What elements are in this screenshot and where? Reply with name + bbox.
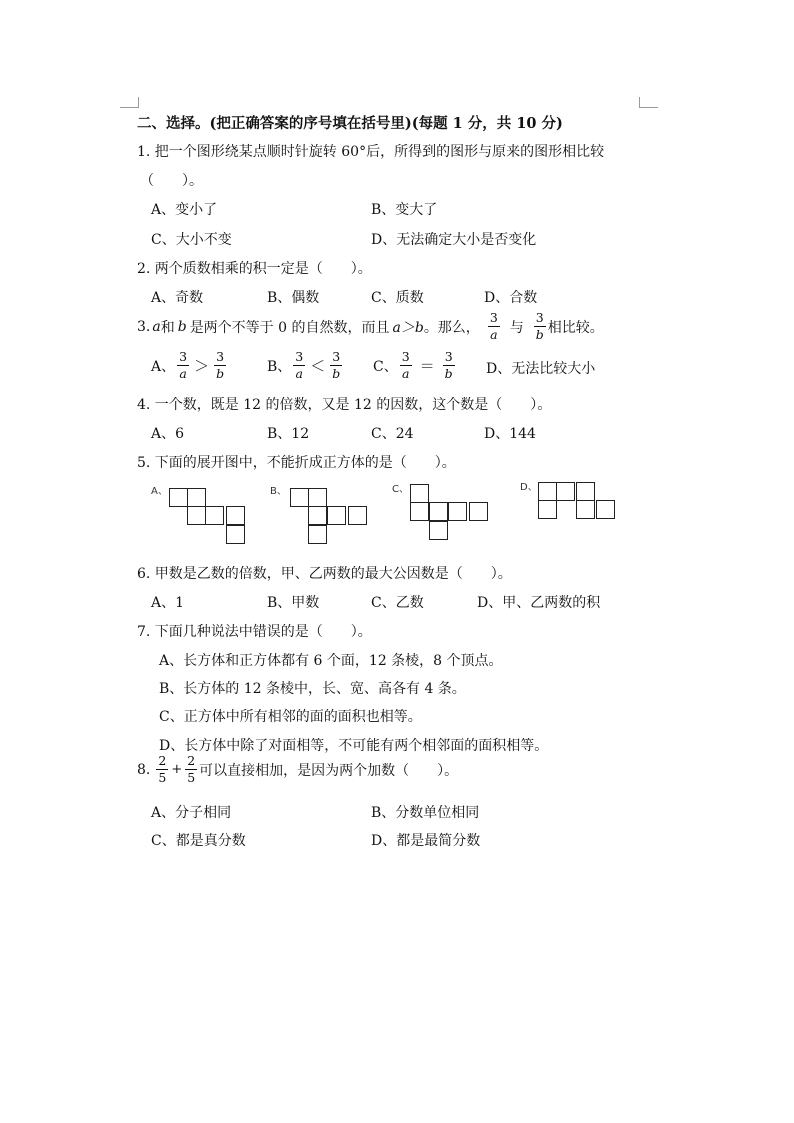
net-square <box>327 506 346 525</box>
question-3-option-b[interactable] <box>267 351 344 380</box>
question-7-option-d[interactable]: D、长方体中除了对面相等，不可能有两个相邻面的面积相等。 <box>159 738 549 754</box>
greater-than-sign: ＞ <box>194 357 210 375</box>
net-square <box>187 506 206 525</box>
net-square <box>576 482 595 501</box>
question-8-option-b[interactable]: B、分数单位相同 <box>371 805 480 821</box>
fraction-3-over-b: $\frac{3}{b}$ <box>535 310 544 342</box>
net-square <box>308 488 327 507</box>
question-3-option-c[interactable] <box>373 351 457 380</box>
net-square <box>348 506 367 525</box>
question-4-text: 4. 一个数，既是 12 的倍数，又是 12 的因数，这个数是（ ）。 <box>137 397 552 413</box>
question-1-option-d[interactable]: D、无法确定大小是否变化 <box>371 232 537 248</box>
page-corner-mark-right <box>639 97 658 108</box>
question-7-option-c[interactable]: C、正方体中所有相邻的面的面积也相等。 <box>159 709 422 725</box>
less-than-sign: ＜ <box>310 357 326 375</box>
equals-sign: ＝ <box>419 357 435 375</box>
net-square <box>469 502 488 521</box>
question-8-option-a[interactable]: A、分子相同 <box>151 805 232 821</box>
question-1-option-c[interactable]: C、大小不变 <box>151 232 232 248</box>
question-3-then: 。那么， <box>423 319 480 336</box>
question-1-option-a[interactable]: A、变小了 <box>151 202 218 218</box>
net-square <box>290 488 309 507</box>
net-square <box>226 506 245 525</box>
net-label-c: C、 <box>392 484 409 495</box>
question-3-prefix: 3. <box>137 318 151 335</box>
question-2-option-a[interactable]: A、奇数 <box>151 290 204 306</box>
question-6-option-b[interactable]: B、甲数 <box>267 595 320 611</box>
question-4-option-c[interactable]: C、24 <box>371 426 414 442</box>
question-1-text: 1. 把一个图形绕某点顺时针旋转 60°后，所得到的图形与原来的图形相比较 <box>137 144 605 160</box>
net-square <box>538 482 557 501</box>
option-label: C、 <box>373 358 398 375</box>
question-8-option-c[interactable]: C、都是真分数 <box>151 833 246 849</box>
question-3-mid: 是两个不等于 0 的自然数，而且 <box>189 319 390 336</box>
question-8-text <box>137 755 458 784</box>
net-square <box>187 488 206 507</box>
net-square <box>205 506 224 525</box>
section-title: 二、选择。(把正确答案的序号填在括号里)(每题 1 分，共 10 分) <box>137 115 563 132</box>
fraction-3-over-a: $\frac{3}{a}$ <box>295 349 304 381</box>
net-square <box>429 502 448 521</box>
question-8-rest: 可以直接相加，是因为两个加数（ ）。 <box>199 762 459 779</box>
net-label-a: A、 <box>151 486 168 497</box>
net-square <box>410 484 429 503</box>
fraction-3-over-a: $\frac{3}{a}$ <box>489 310 498 342</box>
net-label-b: B、 <box>270 486 287 497</box>
fraction-3-over-a: $\frac{3}{a}$ <box>401 349 410 381</box>
question-3-option-d[interactable]: D、无法比较大小 <box>486 361 596 377</box>
question-6-option-d[interactable]: D、甲、乙两数的积 <box>477 595 601 611</box>
question-8-prefix: 8. <box>137 761 151 778</box>
net-label-d: D、 <box>520 482 538 493</box>
question-6-option-c[interactable]: C、乙数 <box>371 595 424 611</box>
question-2-option-b[interactable]: B、偶数 <box>267 290 320 306</box>
fraction-3-over-b: $\frac{3}{b}$ <box>216 349 225 381</box>
net-square <box>556 482 575 501</box>
question-3-condition: a＞b <box>392 319 424 336</box>
question-1-blank: （ ）。 <box>140 173 203 189</box>
fraction-2-over-5: $\frac{2}{5}$ <box>187 753 196 785</box>
question-7-option-a[interactable]: A、长方体和正方体都有 6 个面，12 条棱，8 个顶点。 <box>159 653 503 669</box>
question-2-text: 2. 两个质数相乘的积一定是（ ）。 <box>137 261 372 277</box>
option-label: B、 <box>267 358 292 375</box>
net-square <box>576 500 595 519</box>
fraction-3-over-a: $\frac{3}{a}$ <box>179 349 188 381</box>
question-4-option-a[interactable]: A、6 <box>151 426 185 442</box>
net-square <box>448 502 467 521</box>
fraction-3-over-b: $\frac{3}{b}$ <box>332 349 341 381</box>
option-label: A、 <box>151 358 176 375</box>
question-3-var-b: b <box>177 318 187 335</box>
question-2-option-d[interactable]: D、合数 <box>484 290 538 306</box>
net-square <box>429 521 448 540</box>
question-1-option-b[interactable]: B、变大了 <box>371 202 438 218</box>
question-3-suffix: 相比较。 <box>547 319 604 336</box>
question-6-option-a[interactable]: A、1 <box>151 595 185 611</box>
question-3-text <box>137 312 604 341</box>
net-square <box>596 500 615 519</box>
net-square <box>308 506 327 525</box>
page-corner-mark-left <box>120 97 139 108</box>
fraction-3-over-b: $\frac{3}{b}$ <box>444 349 453 381</box>
question-7-text: 7. 下面几种说法中错误的是（ ）。 <box>137 624 372 640</box>
question-3-and: 和 <box>160 319 175 336</box>
question-4-option-d[interactable]: D、144 <box>484 426 536 442</box>
net-square <box>410 502 429 521</box>
net-square <box>169 488 188 507</box>
question-6-text: 6. 甲数是乙数的倍数，甲、乙两数的最大公因数是（ ）。 <box>137 566 512 582</box>
fraction-2-over-5: $\frac{2}{5}$ <box>158 753 167 785</box>
question-8-option-d[interactable]: D、都是最简分数 <box>371 833 481 849</box>
question-3-with: 与 <box>509 319 524 336</box>
question-4-option-b[interactable]: B、12 <box>267 426 310 442</box>
net-square <box>538 500 557 519</box>
question-5-text: 5. 下面的展开图中，不能折成正方体的是（ ）。 <box>137 455 456 471</box>
question-2-option-c[interactable]: C、质数 <box>371 290 424 306</box>
net-square <box>308 525 327 544</box>
question-7-option-b[interactable]: B、长方体的 12 条棱中，长、宽、高各有 4 条。 <box>159 681 466 697</box>
question-3-option-a[interactable] <box>151 351 228 380</box>
plus-sign: + <box>171 762 183 777</box>
question-3-var-a: a <box>152 318 161 335</box>
net-square <box>226 525 245 544</box>
